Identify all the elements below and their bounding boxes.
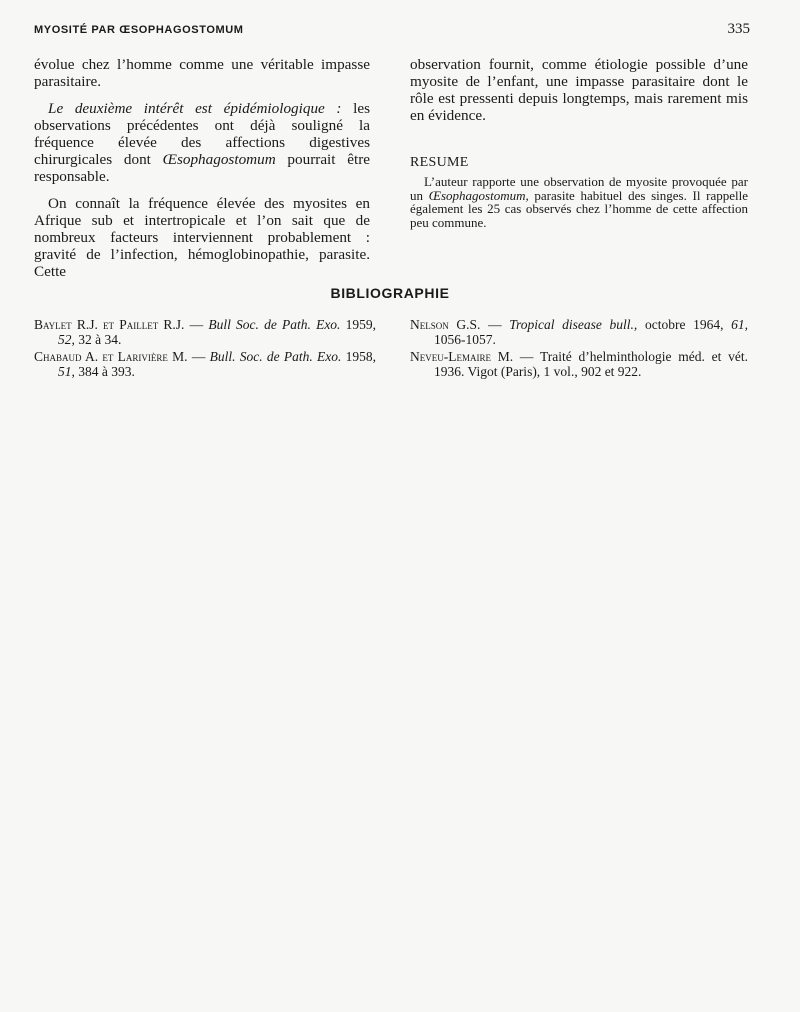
reference-journal: Bull Soc. de Path. Exo. bbox=[208, 317, 341, 332]
paragraph-text: pourrait être responsable. bbox=[34, 151, 370, 185]
reference-volume: 52, bbox=[58, 331, 75, 347]
resume-text bbox=[410, 175, 748, 229]
reference-text: Traité d’helminthologie méd. et vét. 1936. Vigot (Paris), 1 vol., 902 et 922. bbox=[434, 349, 748, 379]
bibliography-right-column bbox=[410, 318, 748, 382]
reference-item bbox=[410, 350, 748, 379]
reference-year: 1958, bbox=[341, 349, 377, 364]
reference-authors: Nelson G.S. bbox=[410, 317, 481, 332]
paragraph: évolue chez l’homme comme une véritable impasse parasitaire. bbox=[34, 56, 370, 90]
reference-volume: 51, bbox=[58, 363, 75, 379]
reference-authors: Baylet R.J. et Paillet R.J. bbox=[34, 317, 185, 332]
reference-volume: 61, bbox=[731, 317, 748, 332]
reference-pages: 384 à 393. bbox=[74, 363, 135, 379]
page-number: 335 bbox=[727, 21, 750, 37]
reference-item bbox=[34, 350, 376, 379]
reference-year: octobre 1964, bbox=[637, 317, 732, 332]
genus-name: Œsophagostomum bbox=[162, 151, 276, 168]
resume-text-part: L’auteur rapporte une observation de myosite provoquée par un bbox=[410, 174, 748, 203]
resume-text-part: parasite habituel des singes. Il rappelle également les 25 cas observés chez l’homme de cette affection peu commune. bbox=[410, 187, 748, 230]
reference-separator: — bbox=[187, 349, 210, 364]
reference-journal: Bull. Soc. de Path. Exo. bbox=[209, 349, 342, 364]
reference-pages: 32 à 34. bbox=[74, 331, 122, 347]
running-title: MYOSITÉ PAR ŒSOPHAGOSTOMUM bbox=[34, 24, 244, 36]
left-column bbox=[34, 56, 370, 280]
paragraph-text: les observations précédentes ont déjà souligné la fréquence élevée des affections digestives chirurgicales dont bbox=[34, 100, 371, 168]
reference-journal: Tropical disease bull., bbox=[509, 317, 638, 332]
bibliography-left-column bbox=[34, 318, 376, 382]
reference-separator: — bbox=[513, 349, 540, 364]
reference-separator: — bbox=[480, 317, 510, 332]
resume-heading: RESUME bbox=[410, 155, 469, 170]
reference-authors: Chabaud A. et Larivière M. bbox=[34, 349, 188, 364]
reference-pages: 1056-1057. bbox=[434, 331, 496, 347]
reference-item bbox=[34, 318, 376, 347]
reference-item bbox=[410, 318, 748, 347]
reference-year: 1959, bbox=[340, 317, 377, 332]
right-column bbox=[410, 56, 748, 229]
bibliography-title: BIBLIOGRAPHIE bbox=[330, 285, 450, 301]
paragraph: observation fournit, comme étiologie possible d’une myosite de l’enfant, une impasse parasitaire dont le rôle est pressenti depuis longtemps, mais rarement mis en évidence. bbox=[410, 56, 748, 124]
paragraph bbox=[34, 100, 370, 185]
genus-name: Œsophagostomum, bbox=[428, 187, 529, 203]
reference-separator: — bbox=[184, 317, 209, 332]
reference-authors: Neveu-Lemaire M. bbox=[410, 349, 514, 364]
paragraph: On connaît la fréquence élevée des myosites en Afrique sub et intertropicale et l’on sait que de nombreux facteurs interviennent probablement : gravité de l’infection, hémoglobinopathie, parasite. Cette bbox=[34, 195, 370, 280]
emphasis: Le deuxième intérêt est épidémiologique : bbox=[48, 100, 342, 117]
